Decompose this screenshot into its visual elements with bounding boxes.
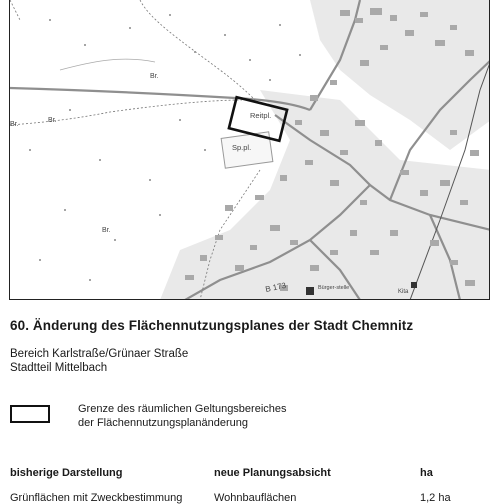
plan-title: 60. Änderung des Flächennutzungsplanes der Stadt Chemnitz	[10, 318, 414, 333]
row-new: Wohnbauflächen	[214, 492, 297, 504]
row-ha: 1,2 ha	[420, 492, 451, 504]
legend-text	[78, 402, 287, 430]
label-sppl: Sp.pl.	[232, 143, 252, 152]
label-br-1: Br.	[150, 73, 159, 80]
map-canvas	[10, 0, 490, 300]
legend-boundary-symbol	[10, 405, 50, 423]
label-br-4: Br.	[102, 227, 111, 234]
legend-line-2: der Flächennutzungsplanänderung	[78, 417, 249, 429]
label-br-2: Br.	[10, 121, 19, 128]
label-br-3: Br.	[48, 117, 57, 124]
stream	[60, 59, 155, 70]
buergerstelle-building	[306, 287, 314, 295]
area-subtitle: Bereich Karlstraße/Grünaer Straße	[10, 348, 189, 360]
kita-building	[411, 282, 417, 288]
label-b173: B 173	[264, 280, 287, 294]
district-subtitle: Stadtteil Mittelbach	[10, 362, 108, 374]
label-buergerstelle: Bürger-stelle	[318, 285, 350, 291]
label-reitpl: Reitpl.	[250, 111, 272, 120]
legend-line-1: Grenze des räumlichen Geltungsbereiches	[78, 403, 287, 415]
label-kita: Kita	[398, 289, 409, 295]
header-new: neue Planungsabsicht	[214, 467, 331, 479]
row-previous: Grünflächen mit Zweckbestimmung	[10, 492, 183, 504]
map-panel	[9, 0, 490, 300]
header-previous: bisherige Darstellung	[10, 467, 123, 479]
header-ha: ha	[420, 467, 433, 479]
